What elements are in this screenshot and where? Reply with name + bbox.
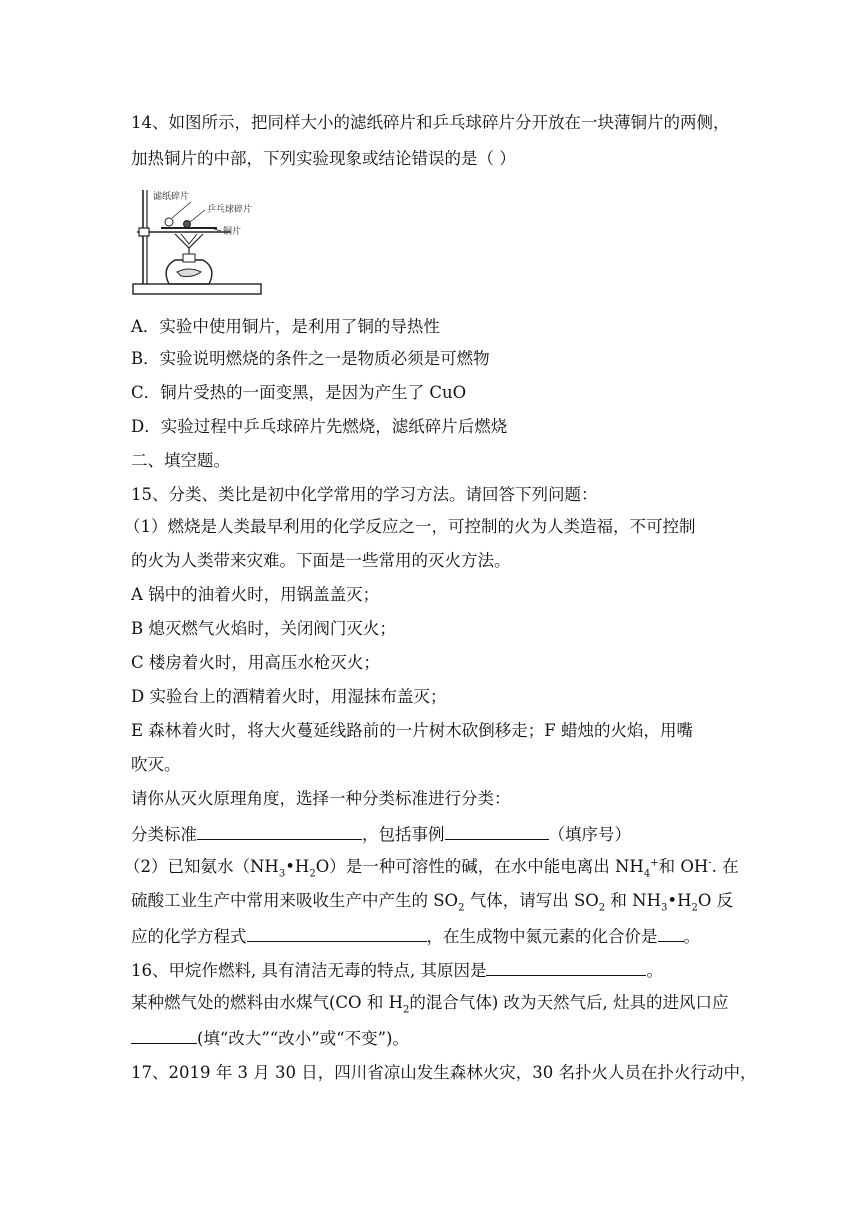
- q15-part1-line2: 的火为人类带来灾难。下面是一些常用的灭火方法。: [131, 551, 511, 570]
- q15-fill-line: [131, 822, 760, 846]
- examples-blank[interactable]: [445, 822, 549, 840]
- text-run: 和 NH: [605, 891, 661, 910]
- text-run: 。: [683, 927, 700, 946]
- q15-item-e-cont: 吹灭。: [131, 755, 181, 774]
- iron-stand-burner-diagram: [131, 188, 263, 298]
- text-run: •H: [285, 857, 310, 876]
- valence-blank[interactable]: [658, 924, 684, 942]
- q14-apparatus-figure: [131, 188, 263, 298]
- q15-item-b: B 熄灭燃气火焰时，关闭阀门灭火；: [131, 619, 396, 638]
- filter-paper-label: 滤纸碎片: [153, 192, 190, 202]
- fill-number-hint: （填序号）: [548, 825, 631, 844]
- q15-ask: 请你从灭火原理角度，选择一种分类标准进行分类：: [131, 789, 511, 808]
- text-run: 应的化学方程式: [131, 927, 247, 946]
- text-run: (填“改大”“改小”或“不变”)。: [197, 1029, 409, 1048]
- subscript: 4: [643, 868, 651, 880]
- superscript: -: [708, 857, 712, 869]
- classification-blank[interactable]: [197, 822, 362, 840]
- text-run: •H: [667, 891, 692, 910]
- subscript: 2: [691, 902, 698, 914]
- classification-label: 分类标准: [131, 825, 197, 844]
- text-run: 16、甲烷作燃料, 具有清洁无毒的特点, 其原因是: [131, 961, 487, 980]
- subscript: 2: [402, 1004, 410, 1016]
- q14-stem-line2: 加热铜片的中部，下列实验现象或结论错误的是（ ）: [131, 149, 516, 168]
- q16-line3: [131, 1026, 760, 1050]
- subscript: 2: [598, 902, 606, 914]
- q17-line1: 17、2019 年 3 月 30 日，四川省凉山发生森林火灾，30 名扑火人员在扑火行动中，: [131, 1063, 757, 1082]
- section-heading: 二、填空题。: [131, 451, 230, 470]
- superscript: +: [650, 857, 659, 869]
- text-run: 。: [646, 961, 663, 980]
- subscript: 2: [309, 868, 316, 880]
- q16-vent-blank[interactable]: [131, 1026, 197, 1044]
- subscript: 2: [458, 902, 465, 914]
- q14-option-d: D．实验过程中乒乓球碎片先燃烧，滤纸碎片后燃烧: [131, 417, 508, 436]
- q15-item-a: A 锅中的油着火时，用锅盖盖灭；: [131, 585, 380, 604]
- subscript: 3: [278, 868, 286, 880]
- q15-part2-line3: [131, 924, 760, 948]
- q14-stem-line1: 14、如图所示，把同样大小的滤纸碎片和乒乓球碎片分开放在一块薄铜片的两侧，: [131, 113, 730, 132]
- q16-reason-blank[interactable]: [486, 958, 646, 976]
- q15-part2-line1: [124, 856, 760, 878]
- text-run: O 反: [697, 891, 734, 910]
- q15-intro: 15、分类、类比是初中化学常用的学习方法。请回答下列问题：: [131, 485, 598, 504]
- q15-item-d: D 实验台上的酒精着火时，用湿抹布盖灭；: [131, 687, 447, 706]
- q16-line1: [131, 958, 760, 982]
- text-run: 硫酸工业生产中常用来吸收生产中产生的 SO: [131, 891, 459, 910]
- q14-option-b: B．实验说明燃烧的条件之一是物质必须是可燃物: [131, 349, 490, 368]
- examples-label: ，包括事例: [362, 825, 445, 844]
- copper-label: 铜片: [223, 227, 242, 237]
- subscript: 3: [660, 902, 668, 914]
- text-run: O）是一种可溶性的碱，在水中能电离出 NH: [315, 857, 644, 876]
- q16-line2: [131, 992, 760, 1014]
- text-run: ，在生成物中氮元素的化合价是: [426, 927, 658, 946]
- text-run: （2）已知氨水（NH: [124, 857, 279, 876]
- text-run: 某种燃气处的燃料由水煤气(CO 和 H: [131, 993, 403, 1012]
- q15-part2-line2: [131, 890, 760, 912]
- text-run: 气体，请写出 SO: [464, 891, 599, 910]
- text-run: . 在: [711, 857, 739, 876]
- q15-item-c: C 楼房着火时，用高压水枪灭火；: [131, 653, 380, 672]
- equation-blank[interactable]: [247, 924, 427, 942]
- text-run: 和 OH: [658, 857, 709, 876]
- q14-option-a: A．实验中使用铜片，是利用了铜的导热性: [131, 317, 440, 336]
- pingpong-label: 乒乓球碎片: [207, 205, 253, 215]
- q14-option-c: C．铜片受热的一面变黑，是因为产生了 CuO: [131, 383, 467, 402]
- text-run: 的混合气体) 改为天然气后, 灶具的进风口应: [409, 993, 729, 1012]
- q15-part1-line1: （1）燃烧是人类最早利用的化学反应之一，可控制的火为人类造福，不可控制: [124, 517, 696, 536]
- q15-item-e: E 森林着火时，将大火蔓延线路前的一片树木砍倒移走；F 蜡烛的火焰，用嘴: [131, 721, 693, 740]
